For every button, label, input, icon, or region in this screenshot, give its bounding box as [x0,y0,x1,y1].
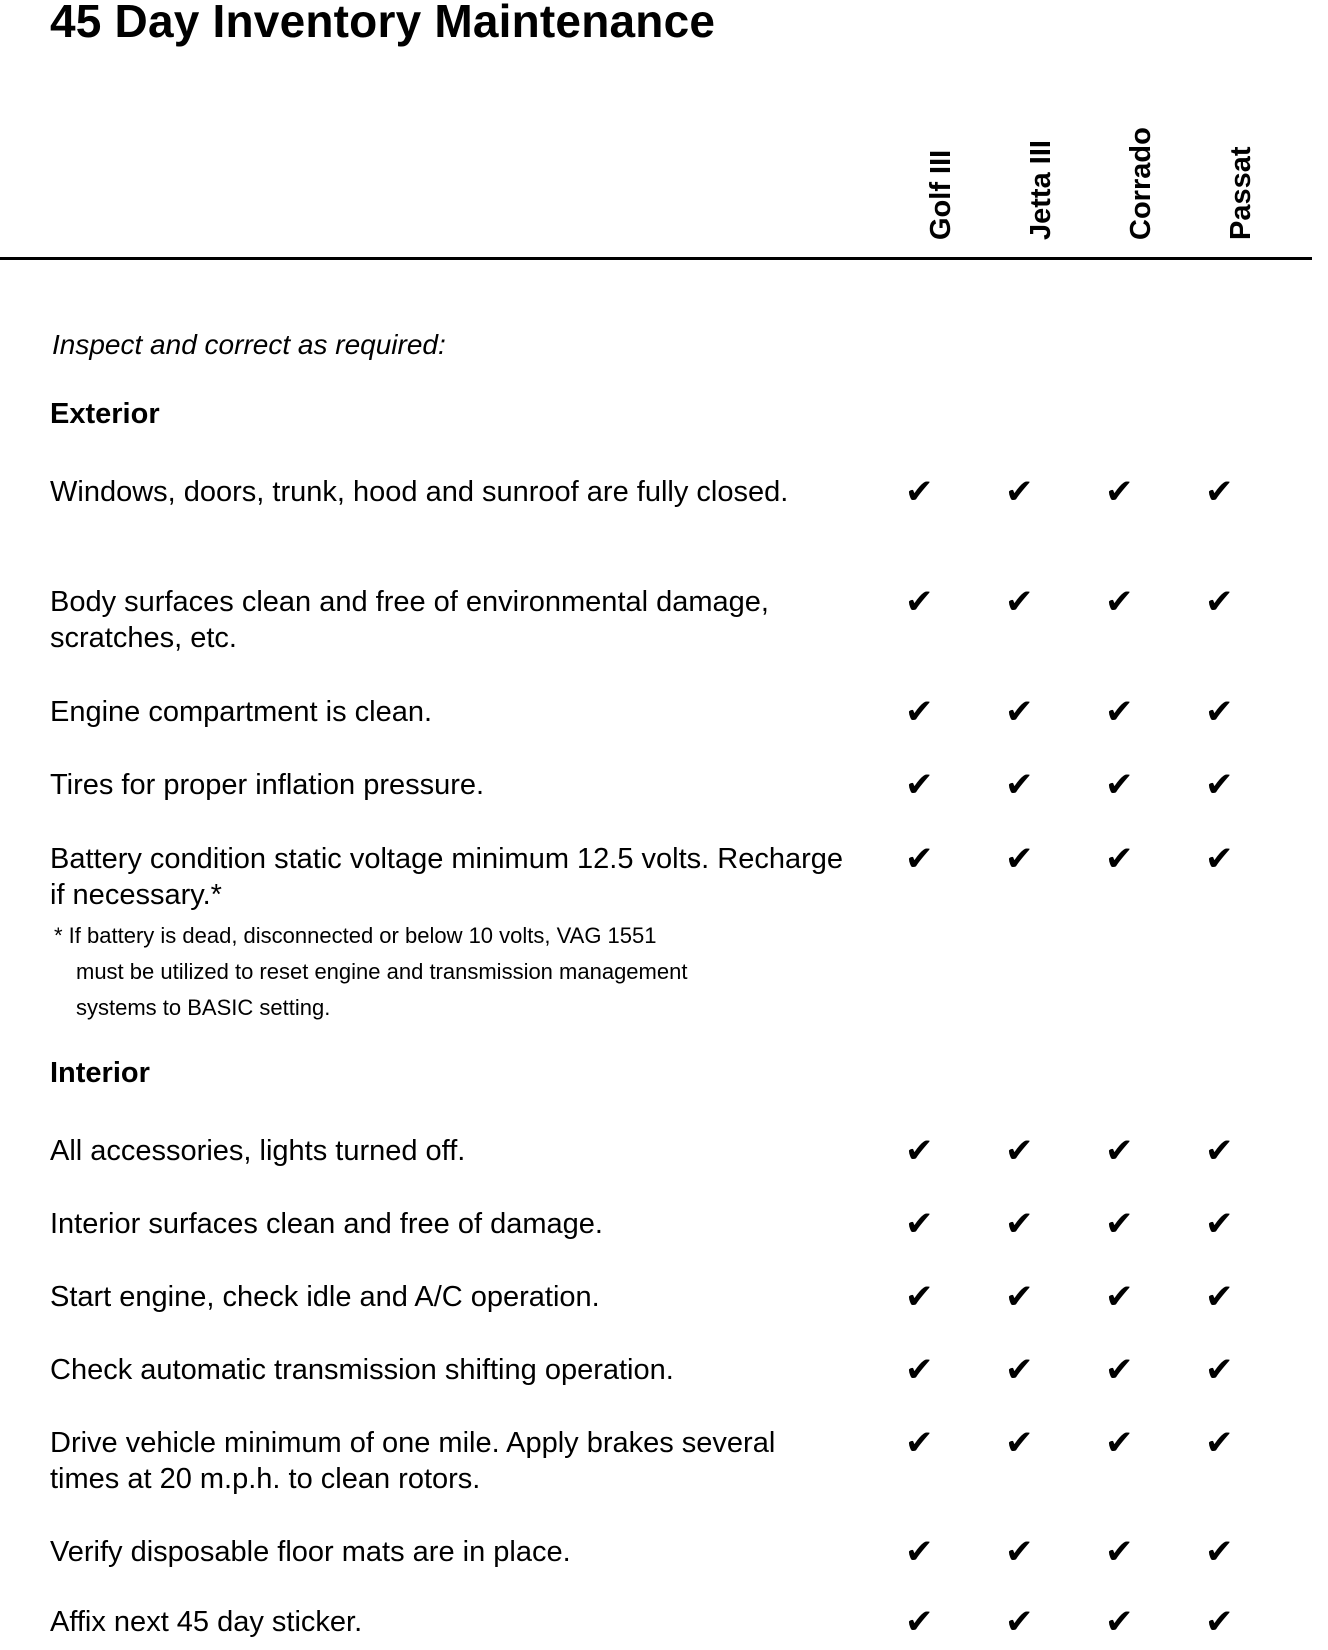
checkmark-icon: ✔ [905,693,934,731]
checkmark-icon: ✔ [1105,1351,1134,1389]
checklist-item: Start engine, check idle and A/C operation. [50,1281,600,1313]
checklist-item: Engine compartment is clean. [50,696,433,728]
battery-footnote [54,918,884,1026]
checkmark-icon: ✔ [905,1424,934,1462]
check-row [905,1206,1265,1242]
checkmark-icon: ✔ [1005,583,1034,621]
page-title: 45 Day Inventory Maintenance [50,0,716,47]
column-header-golf [905,149,957,380]
checklist-item: All accessories, lights turned off. [50,1135,466,1167]
checkmark-icon: ✔ [1105,473,1134,511]
header-divider [0,257,1312,260]
checkmark-icon: ✔ [1105,840,1134,878]
checklist-item: Battery condition static voltage minimum 12.5 volts. Recharge if necessary.* [50,843,844,911]
section-heading-interior: Interior [50,1057,150,1089]
checkmark-icon: ✔ [1105,693,1134,731]
checkmark-icon: ✔ [1105,1424,1134,1462]
column-label: Golf III [925,149,957,240]
checkmark-icon: ✔ [1005,1351,1034,1389]
checkmark-icon: ✔ [1205,766,1234,804]
column-label: Jetta III [1025,140,1057,240]
checkmark-icon: ✔ [1105,1278,1134,1316]
checkmark-icon: ✔ [1005,473,1034,511]
check-row [905,1425,1265,1461]
check-row [905,474,1265,510]
checkmark-icon: ✔ [1005,1278,1034,1316]
checkmark-icon: ✔ [1005,693,1034,731]
checkmark-icon: ✔ [1205,1278,1234,1316]
checkmark-icon: ✔ [1105,583,1134,621]
checklist-item: Windows, doors, trunk, hood and sunroof are fully closed. [50,476,789,508]
checkmark-icon: ✔ [905,1603,934,1641]
checkmark-icon: ✔ [905,840,934,878]
checkmark-icon: ✔ [1005,1533,1034,1571]
check-row [905,1279,1265,1315]
checklist-item: Tires for proper inflation pressure. [50,769,485,801]
check-row [905,584,1265,620]
footnote-line: systems to BASIC setting. [76,995,331,1020]
checklist-item: Check automatic transmission shifting operation. [50,1354,674,1386]
column-header-jetta [1005,140,1057,380]
checkmark-icon: ✔ [1005,840,1034,878]
checkmark-icon: ✔ [1005,766,1034,804]
checkmark-icon: ✔ [1205,1351,1234,1389]
column-label: Passat [1225,146,1257,240]
check-row [905,1133,1265,1169]
column-header-passat [1205,146,1257,380]
checkmark-icon: ✔ [905,1278,934,1316]
checkmark-icon: ✔ [1105,1603,1134,1641]
checkmark-icon: ✔ [1205,1205,1234,1243]
checkmark-icon: ✔ [905,1351,934,1389]
column-label: Corrado [1125,127,1157,240]
checkmark-icon: ✔ [1205,1603,1234,1641]
checkmark-icon: ✔ [1005,1424,1034,1462]
checklist-item: Interior surfaces clean and free of damage. [50,1208,603,1240]
checkmark-icon: ✔ [905,473,934,511]
check-row [905,694,1265,730]
section-heading-exterior: Exterior [50,398,160,430]
checkmark-icon: ✔ [1005,1603,1034,1641]
checkmark-icon: ✔ [905,1205,934,1243]
checkmark-icon: ✔ [1205,840,1234,878]
intro-text: Inspect and correct as required: [52,329,446,360]
checkmark-icon: ✔ [905,583,934,621]
checkmark-icon: ✔ [1205,1533,1234,1571]
checkmark-icon: ✔ [905,766,934,804]
checkmark-icon: ✔ [1105,1132,1134,1170]
column-header-corrado [1105,127,1157,380]
footnote-line: must be utilized to reset engine and transmission management [76,959,688,984]
check-row [905,1534,1265,1570]
checkmark-icon: ✔ [1205,1424,1234,1462]
footnote-line: * If battery is dead, disconnected or below 10 volts, VAG 1551 [54,923,657,948]
checkmark-icon: ✔ [1005,1132,1034,1170]
check-row [905,1352,1265,1388]
checklist-item: Body surfaces clean and free of environmental damage, scratches, etc. [50,586,769,654]
checkmark-icon: ✔ [1205,693,1234,731]
checklist-item: Affix next 45 day sticker. [50,1606,363,1638]
checkmark-icon: ✔ [905,1132,934,1170]
checkmark-icon: ✔ [1105,1533,1134,1571]
checkmark-icon: ✔ [1105,1205,1134,1243]
checkmark-icon: ✔ [905,1533,934,1571]
checkmark-icon: ✔ [1105,766,1134,804]
checklist-item: Verify disposable floor mats are in place. [50,1536,571,1568]
checkmark-icon: ✔ [1205,473,1234,511]
checkmark-icon: ✔ [1205,583,1234,621]
check-row [905,1604,1265,1640]
check-row [905,767,1265,803]
checkmark-icon: ✔ [1005,1205,1034,1243]
checklist-item: Drive vehicle minimum of one mile. Apply brakes several times at 20 m.p.h. to clean rotors. [50,1427,776,1495]
checkmark-icon: ✔ [1205,1132,1234,1170]
check-row [905,841,1265,877]
